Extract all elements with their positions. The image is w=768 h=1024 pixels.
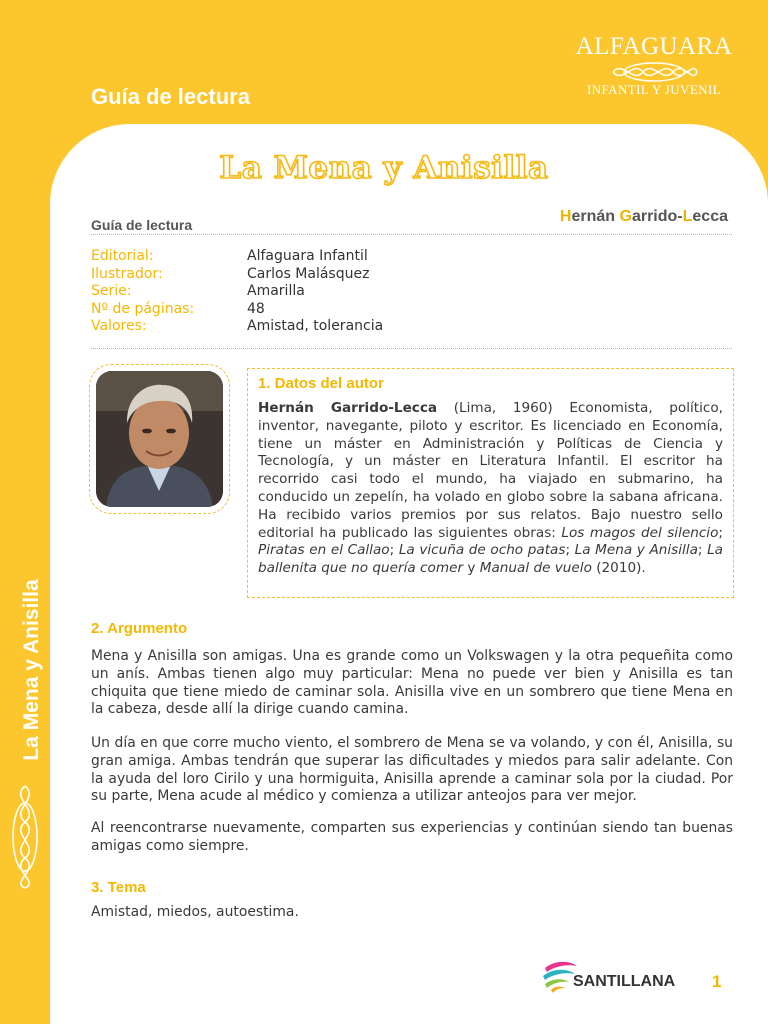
author-name xyxy=(560,208,728,226)
argument-paragraph: Un día en que corre mucho viento, el sombrero de Mena se va volando, y con él, Anisilla, su gran amiga. Ambas tendrán que superar las dificultades y miedos para salir adelante. Con la ayuda del loro Cirilo y una hormiguita, Anisilla aprende a caminar sola por la ciudad. Por su parte, Mena acude al médico y comienza a utilizar anteojos para ver mejor. xyxy=(91,735,733,805)
work-title: Los magos del silencio xyxy=(561,524,719,541)
meta-row xyxy=(91,318,383,336)
work-separator: ; xyxy=(565,542,575,559)
work-separator: ; xyxy=(697,542,708,559)
meta-key: Serie: xyxy=(91,283,132,299)
meta-value: Alfaguara Infantil xyxy=(247,248,368,264)
author-portrait-icon xyxy=(96,371,223,507)
meta-row xyxy=(91,283,383,301)
section-heading-argument: 2. Argumento xyxy=(91,620,188,637)
meta-row xyxy=(91,301,383,319)
book-title: La Mena y Anisilla xyxy=(219,150,549,186)
divider xyxy=(91,234,732,235)
author-photo-frame xyxy=(89,364,230,514)
meta-key: Editorial: xyxy=(91,248,154,264)
author-bio xyxy=(258,400,723,578)
meta-key: Valores: xyxy=(91,318,147,334)
meta-value: Amarilla xyxy=(247,283,305,299)
side-title-text: La Mena y Anisilla xyxy=(20,579,43,761)
argument-paragraph: Al reencontrarse nuevamente, comparten sus experiencias y continúan siendo tan buenas amigas como siempre. xyxy=(91,820,733,854)
theme-text: Amistad, miedos, autoestima. xyxy=(91,904,299,920)
work-separator: (2010). xyxy=(591,560,646,577)
footer-brand: SANTILLANA xyxy=(573,973,676,990)
work-title: La Mena y Anisilla xyxy=(574,542,698,559)
divider xyxy=(91,348,732,349)
meta-value: Amistad, tolerancia xyxy=(247,318,384,334)
page-number: 1 xyxy=(712,972,722,991)
side-title xyxy=(14,579,50,761)
author-name-part: ernán xyxy=(571,208,620,225)
work-separator: y xyxy=(463,560,480,577)
author-bio-box xyxy=(247,368,734,598)
brand-subtitle: INFANTIL Y JUVENIL xyxy=(586,82,722,97)
book-metadata xyxy=(91,248,383,336)
work-title: La vicuña de ocho patas xyxy=(398,542,566,559)
meta-row xyxy=(91,266,383,284)
work-separator: ; xyxy=(718,524,723,541)
work-separator: ; xyxy=(389,542,399,559)
author-name-part: arrido- xyxy=(631,208,683,225)
side-knot-icon xyxy=(6,782,44,892)
bio-birth: (Lima, 1960) xyxy=(437,400,553,416)
author-name-part: ecca xyxy=(692,208,728,225)
meta-value: Carlos Malásquez xyxy=(247,265,370,282)
section-heading-theme: 3. Tema xyxy=(91,879,146,896)
author-initial: H xyxy=(559,208,572,225)
work-title: Piratas en el Callao xyxy=(258,542,390,559)
meta-value: 48 xyxy=(247,300,265,317)
author-initial: L xyxy=(682,208,693,225)
bio-body: Economista, político, inventor, navegante, piloto y escritor. Es licenciado en Economía, tiene un máster en Administración y Políticas de Ciencia y Tecnología, y un máster en Literatura Infantil. El escritor ha recorrido casi todo el mundo, ha viajado en submarino, ha conducido un zepelín, ha volado en globo sobre la sabana africana. Ha recibido varios premios por sus relatos. Bajo nuestro sello editorial ha publicado las siguientes obras: xyxy=(258,400,724,541)
meta-row xyxy=(91,248,383,266)
author-photo xyxy=(96,371,223,507)
work-title: La ballenita que no quería comer xyxy=(258,542,724,577)
work-title: Manual de vuelo xyxy=(479,560,592,577)
bio-author-name: Hernán Garrido-Lecca xyxy=(258,400,438,416)
meta-key: Nº de páginas: xyxy=(91,300,195,317)
header-title: Guía de lectura xyxy=(91,84,250,109)
author-initial: G xyxy=(619,208,632,225)
meta-key: Ilustrador: xyxy=(91,265,163,282)
guide-label: Guía de lectura xyxy=(91,217,193,233)
alfaguara-brand xyxy=(574,34,734,98)
alfaguara-knot-icon xyxy=(609,60,699,84)
argument-paragraph: Mena y Anisilla son amigas. Una es grande como un Volkswagen y la otra pequeñita como un anís. Ambas tienen algo muy particular: Mena no puede ver bien y Anisilla es tan chiquita que tiene miedo de caminar sola. Anisilla vive en un sombrero que tiene Mena en la cabeza, desde allí la dirige cuando camina. xyxy=(91,648,733,718)
section-heading-author: 1. Datos del autor xyxy=(258,375,384,392)
brand-name: ALFAGUARA xyxy=(575,33,733,60)
